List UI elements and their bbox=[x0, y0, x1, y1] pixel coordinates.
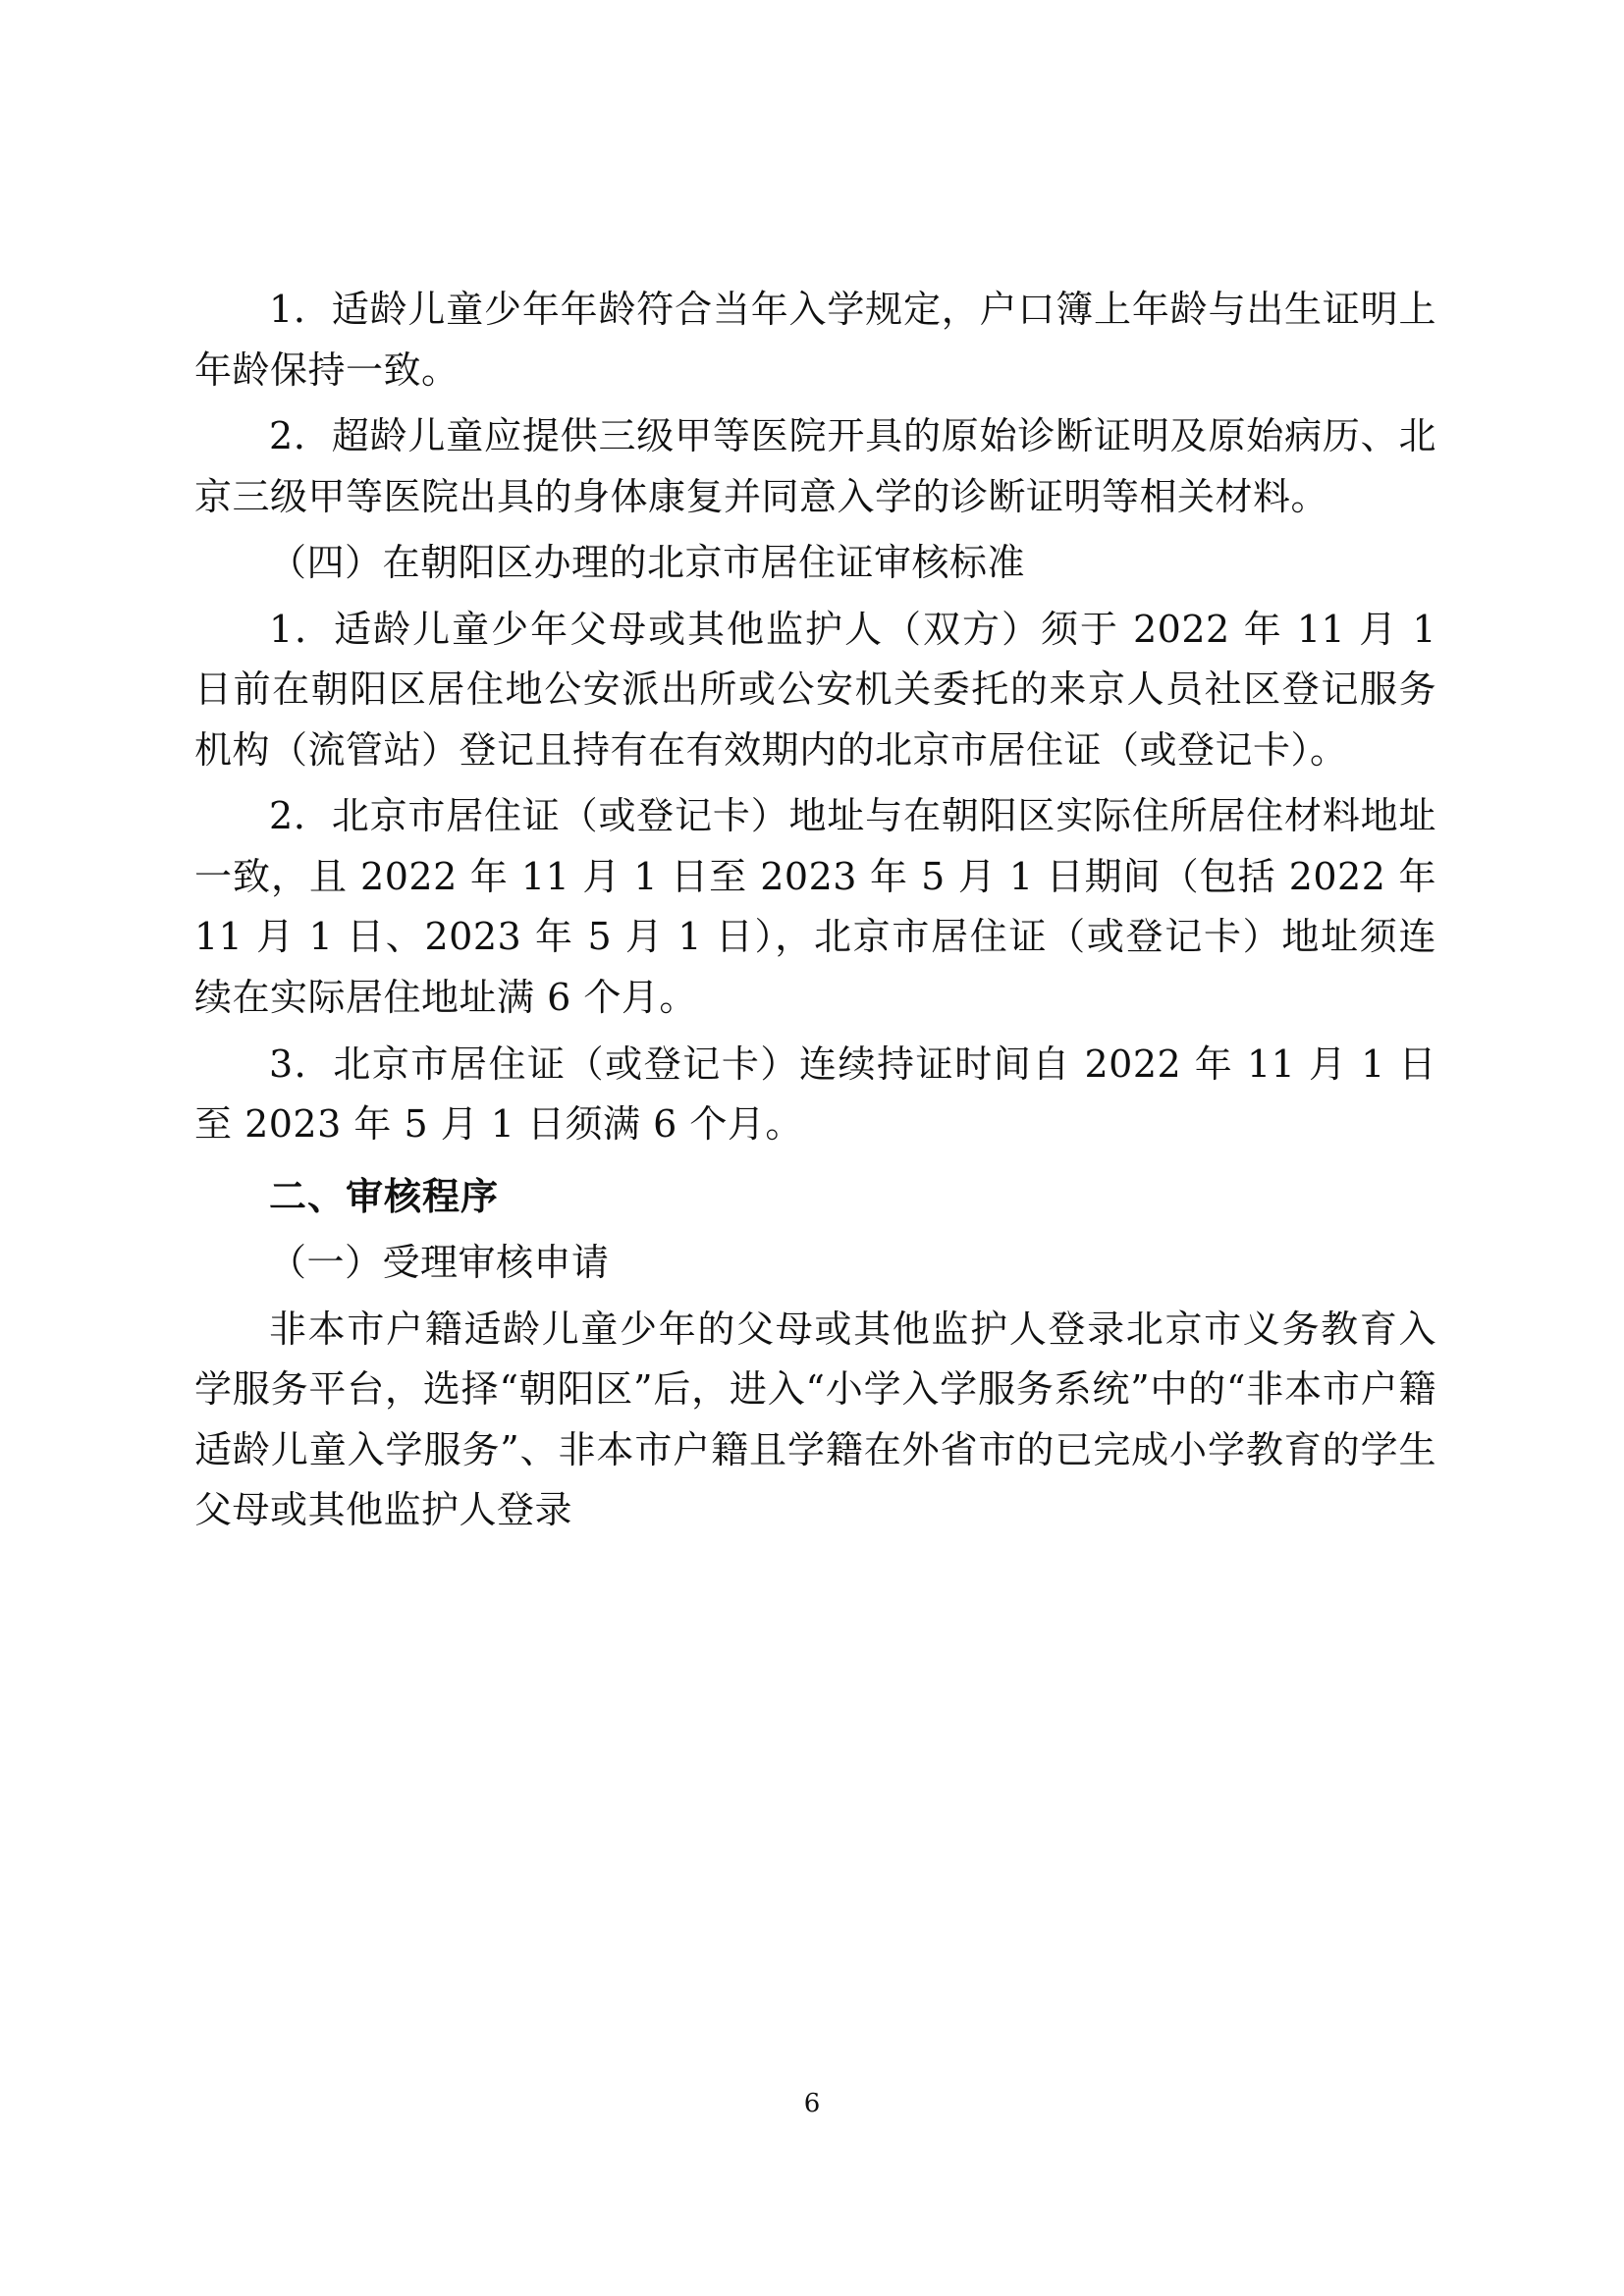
paragraph-age-requirement: 1．适龄儿童少年年龄符合当年入学规定，户口簿上年龄与出生证明上年龄保持一致。 bbox=[194, 288, 1436, 392]
page-content bbox=[194, 280, 1436, 1547]
paragraph-residence-permit-item-3: 3．北京市居住证（或登记卡）连续持证时间自 2022 年 11 月 1 日至 2023 年 5 月 1 日须满 6 个月。 bbox=[194, 1041, 1436, 1147]
paragraph-residence-permit-item-2: 2．北京市居住证（或登记卡）地址与在朝阳区实际住所居住材料地址一致，且 2022 年 11 月 1 日至 2023 年 5 月 1 日期间（包括 2022 年 11 月 1 日、2023 年 5 月 1 日），北京市居住证（或登记卡）地址须连续在实际居住地址满 6 个月。 bbox=[194, 794, 1436, 1020]
heading-review-procedure: 二、审核程序 bbox=[269, 1174, 500, 1218]
paragraph-section-four-title: （四）在朝阳区办理的北京市居住证审核标准 bbox=[269, 541, 1026, 585]
paragraph-residence-permit-item-1: 1．适龄儿童少年父母或其他监护人（双方）须于 2022 年 11 月 1 日前在朝阳区居住地公安派出所或公安机关委托的来京人员社区登记服务机构（流管站）登记且持有在有效期内的北京市居住证（或登记卡）。 bbox=[194, 607, 1436, 772]
paragraph-application-process: 非本市户籍适龄儿童少年的父母或其他监护人登录北京市义务教育入学服务平台，选择“朝阳区”后，进入“小学入学服务系统”中的“非本市户籍适龄儿童入学服务”、非本市户籍且学籍在外省市的已完成小学教育的学生父母或其他监护人登录 bbox=[194, 1307, 1436, 1532]
paragraph-over-age-requirement: 2．超龄儿童应提供三级甲等医院开具的原始诊断证明及原始病历、北京三级甲等医院出具的身体康复并同意入学的诊断证明等相关材料。 bbox=[194, 414, 1436, 518]
paragraph-subsection-one-title: （一）受理审核申请 bbox=[269, 1241, 610, 1285]
page-number: 6 bbox=[803, 2089, 821, 2118]
